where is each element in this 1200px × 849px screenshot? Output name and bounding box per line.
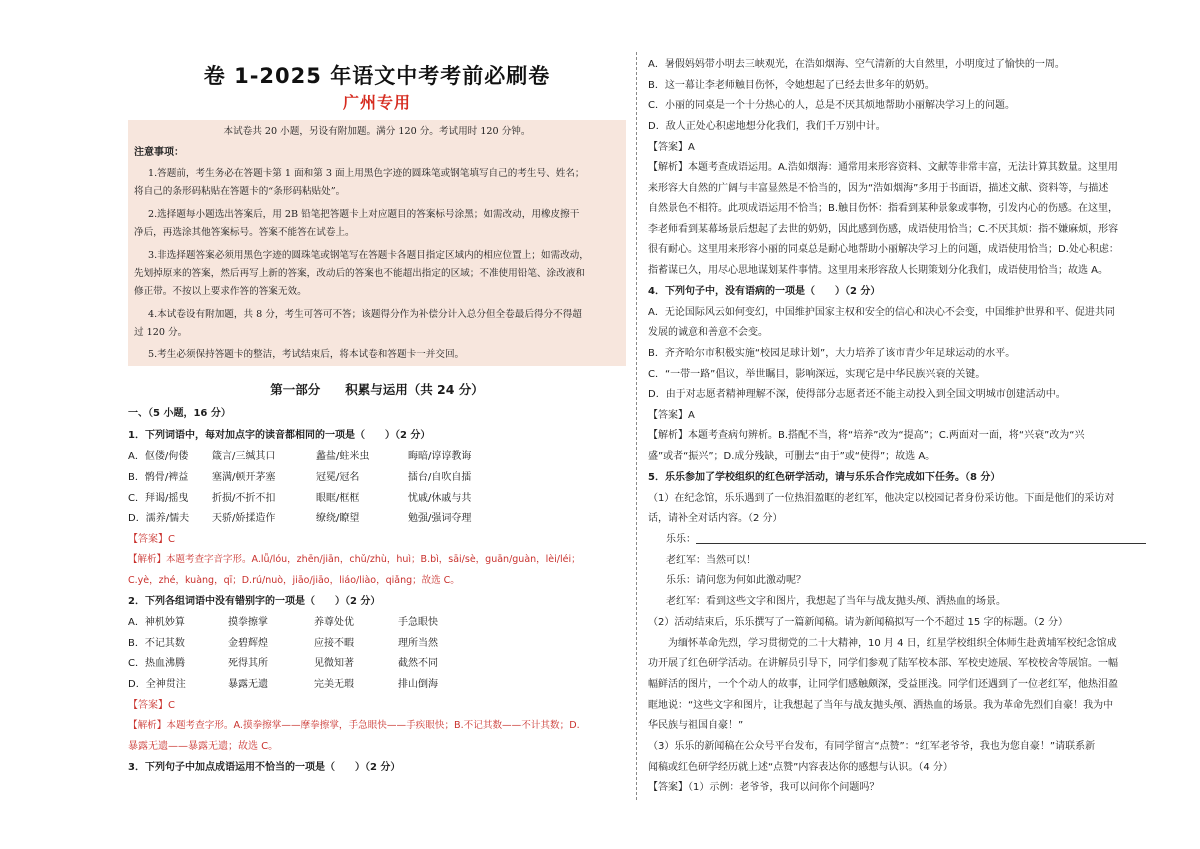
option-cell: 截然不同: [398, 658, 438, 669]
answer-blank: [696, 543, 1146, 544]
notice-line: 5.考生必须保持答题卡的整洁，考试结束后，将本试卷和答题卡一并交回。: [148, 349, 465, 360]
news-line: 功开展了红色研学活动。在讲解员引导下，同学们参观了陆军校本部、军校史迹展、军校校舍等展馆。一幅: [648, 658, 1118, 669]
subquestion-line: 闻稿或红色研学经历就上述“点赞”内容表达你的感想与认识。（4 分）: [648, 762, 953, 773]
notice-heading: 注意事项：: [134, 147, 184, 158]
answer-label: 【答案】C: [128, 534, 175, 545]
option-cell: 擂台/自吹自擂: [408, 472, 472, 483]
option-cell: C．拜谒/摇曳: [128, 493, 189, 504]
exam-subtitle: 广州专用: [342, 93, 411, 112]
explanation-line: C.yè，zhé，kuàng，qī；D.rú/nuò，jiāo/jiāo，liáo/liào，qiǎng；故选 C。: [128, 575, 460, 586]
option-line: 发展的诚意和善意不会变。: [648, 327, 768, 338]
explanation-line: 【解析】本题考查病句辨析。B.搭配不当，将“培养”改为“提高”；C.两面对一面，将“兴衰”改为“兴: [648, 430, 1085, 441]
option-cell: B．不记其数: [128, 638, 185, 649]
option-cell: 死得其所: [228, 658, 268, 669]
section-heading: 一、（5 小题，16 分）: [128, 408, 231, 419]
option-cell: C．热血沸腾: [128, 658, 185, 669]
option-line: C．“一带一路”倡议，举世瞩目，影响深远，实现它是中华民族兴衰的关键。: [648, 369, 986, 380]
subquestion-line: 话，请补全对话内容。（2 分）: [648, 513, 783, 524]
option-cell: A．伛偻/佝偻: [128, 451, 189, 462]
option-cell: 冠冕/冠名: [316, 472, 360, 483]
notice-line: 4.本试卷设有附加题，共 8 分，考生可答可不答；该题得分作为补偿分计入总分但全卷最后得分不得超: [148, 309, 582, 320]
notice-box: [128, 120, 626, 366]
option-cell: D．全神贯注: [128, 679, 186, 690]
answer-label: 【答案】（1）示例：老爷爷，我可以问你个问题吗？: [648, 782, 880, 793]
option-cell: 塞满/顿开茅塞: [212, 472, 276, 483]
notice-line: 净后，再选涂其他答案标号。答案不能答在试卷上。: [134, 227, 355, 238]
notice-line: 先划掉原来的答案，然后再写上新的答案，改动后的答案也不能超出指定的区域；不准使用铅笔、涂改液和: [134, 268, 585, 279]
option-cell: 勉强/强词夺理: [408, 513, 472, 524]
column-divider: [636, 52, 637, 800]
question-stem: 1．下列词语中，每对加点字的读音都相同的一项是（ ）（2 分）: [128, 430, 431, 441]
notice-line: 1.答题前，考生务必在答题卡第 1 面和第 3 面上用黑色字迹的圆珠笔或钢笔填写自己的考生号、姓名；: [148, 168, 585, 179]
option-cell: B．鹘骨/裨益: [128, 472, 189, 483]
explanation-line: 暴露无遗——暴露无遗；故选 C。: [128, 741, 279, 752]
explanation-line: 【解析】本题考查字形。A.摸拳擦掌——摩拳擦掌，手急眼快——手疾眼快；B.不记其数——不计其数；D.: [128, 720, 580, 731]
notice-line: 2.选择题每小题选出答案后，用 2B 铅笔把答题卡上对应题目的答案标号涂黑；如需改动，用橡皮擦干: [148, 209, 580, 220]
option-cell: 排山倒海: [398, 679, 438, 690]
question-stem: 3．下列句子中加点成语运用不恰当的一项是（ ）（2 分）: [128, 762, 401, 773]
notice-line: 过 120 分。: [134, 327, 188, 338]
option-cell: 蠡盐/蛀米虫: [316, 451, 370, 462]
option-cell: D．濡养/懦夫: [128, 513, 190, 524]
explanation-line: 李老师看到某幕场景后想起了去世的奶奶，因此感到伤感，成语使用恰当；C.不厌其烦：指不嫌麻烦，形容: [648, 224, 1119, 235]
question-stem: 5．乐乐参加了学校组织的红色研学活动，请与乐乐合作完成如下任务。（8 分）: [648, 472, 1001, 483]
option-line: B．这一幕让李老师触目伤怀，令她想起了已经去世多年的奶奶。: [648, 80, 935, 91]
answer-label: 【答案】A: [648, 410, 695, 421]
option-cell: 手急眼快: [398, 617, 438, 628]
explanation-line: 指蓄谋已久，用尽心思地谋划某件事情。这里用来形容敌人长期策划分化我们，成语使用恰当；故选 A。: [648, 265, 1109, 276]
option-cell: 金碧辉煌: [228, 638, 268, 649]
option-cell: 箴言/三缄其口: [212, 451, 276, 462]
dialogue-line: 乐乐：请问您为何如此激动呢？: [666, 575, 806, 586]
explanation-line: 【解析】本题考查字音字形。A.lǚ/lóu，zhēn/jiān，chǔ/zhù，huì；B.bì，sāi/sè，guān/guàn，lèi/léi；: [128, 554, 581, 565]
dialogue-line: 老红军：看到这些文字和图片，我想起了当年与战友抛头颅、洒热血的场景。: [666, 596, 1006, 607]
option-line: A．暑假妈妈带小明去三峡观光，在浩如烟海、空气清新的大自然里，小明度过了愉快的一周。: [648, 59, 1065, 70]
option-cell: 天骄/娇揉造作: [212, 513, 276, 524]
option-cell: 眼眶/框框: [316, 493, 360, 504]
option-cell: 忧戚/休戚与共: [408, 493, 472, 504]
part-title: 第一部分 积累与运用（共 24 分）: [270, 382, 484, 397]
explanation-line: 很有耐心。这里用来形容小丽的同桌总是耐心地帮助小丽解决学习上的问题，成语使用恰当；D.处心积虑：: [648, 244, 1119, 255]
subquestion-line: （2）活动结束后，乐乐撰写了一篇新闻稿。请为新闻稿拟写一个不超过 15 字的标题。（2 分）: [648, 617, 1068, 628]
explanation-line: 【解析】本题考查成语运用。A.浩如烟海：通常用来形容资料、文献等非常丰富，无法计算其数量。这里用: [648, 162, 1118, 173]
option-cell: 缭绕/瞭望: [316, 513, 360, 524]
answer-label: 【答案】C: [128, 700, 175, 711]
option-cell: 完美无瑕: [314, 679, 354, 690]
question-stem: 2．下列各组词语中没有错别字的一项是（ ）（2 分）: [128, 596, 381, 607]
explanation-line: 盛”或者“振兴”；D.成分残缺，可删去“由于”或“使得”；故选 A。: [648, 451, 936, 462]
option-cell: A．神机妙算: [128, 617, 185, 628]
option-cell: 养尊处优: [314, 617, 354, 628]
option-line: B．齐齐哈尔市积极实施“校园足球计划”，大力培养了该市青少年足球运动的水平。: [648, 348, 1016, 359]
notice-line: 将自己的条形码粘贴在答题卡的“条形码粘贴处”。: [134, 186, 346, 197]
news-line: 眶地说：“这些文字和图片，让我想起了当年与战友抛头颅、洒热血的场景。我为革命先烈们自豪！我为中: [648, 700, 1114, 711]
explanation-line: 来形容大自然的广阔与丰富显然是不恰当的，因为“浩如烟海”多用于书面语，描述文献、资料等，与描述: [648, 183, 1109, 194]
option-line: A．无论国际风云如何变幻，中国维护国家主权和安全的信心和决心不会变，中国维护世界和平、促进共同: [648, 307, 1115, 318]
option-cell: 见微知著: [314, 658, 354, 669]
news-line: 为缅怀革命先烈，学习贯彻党的二十大精神，10 月 4 日，红星学校组织全体师生赴黄埔军校纪念馆成: [668, 638, 1117, 649]
subquestion-line: （3）乐乐的新闻稿在公众号平台发布，有同学留言“点赞”：“红军老爷爷，我也为您自豪！”请联系新: [648, 741, 1096, 752]
option-cell: 理所当然: [398, 638, 438, 649]
news-line: 华民族与祖国自豪！”: [648, 720, 744, 731]
option-cell: 应接不暇: [314, 638, 354, 649]
option-line: C．小丽的同桌是一个十分热心的人，总是不厌其烦地帮助小丽解决学习上的问题。: [648, 100, 1015, 111]
option-line: D．敌人正处心积虑地想分化我们，我们千万别中计。: [648, 121, 886, 132]
option-line: D．由于对志愿者精神理解不深，使得部分志愿者还不能主动投入到全国文明城市创建活动中。: [648, 389, 1066, 400]
question-stem: 4．下列句子中，没有语病的一项是（ ）（2 分）: [648, 286, 881, 297]
option-cell: 摸拳擦掌: [228, 617, 268, 628]
answer-label: 【答案】A: [648, 142, 695, 153]
option-cell: 暴露无遗: [228, 679, 268, 690]
option-cell: 晦暗/谆谆教诲: [408, 451, 472, 462]
option-cell: 折损/不折不扣: [212, 493, 276, 504]
notice-line: 修正带。不按以上要求作答的答案无效。: [134, 286, 307, 297]
subquestion-line: （1）在纪念馆，乐乐遇到了一位热泪盈眶的老红军，他决定以校园记者身份采访他。下面是他们的采访对: [648, 493, 1115, 504]
notice-intro: 本试卷共 20 小题，另设有附加题。满分 120 分。考试用时 120 分钟。: [223, 126, 531, 137]
notice-line: 3.非选择题答案必须用黑色字迹的圆珠笔或钢笔写在答题卡各题目指定区域内的相应位置上；如需改动，: [148, 250, 589, 261]
dialogue-line: 乐乐：: [666, 534, 696, 545]
exam-title: 卷 1-2025 年语文中考考前必刷卷: [203, 64, 551, 88]
explanation-line: 自然景色不相符。此项成语运用不恰当；B.触目伤怀：指看到某种景象或事物，引发内心的伤感。在这里，: [648, 203, 1119, 214]
dialogue-line: 老红军：当然可以！: [666, 555, 756, 566]
news-line: 幅鲜活的图片，一个个动人的故事，让同学们感触颇深，受益匪浅。同学们还遇到了一位老红军，他热泪盈: [648, 679, 1118, 690]
